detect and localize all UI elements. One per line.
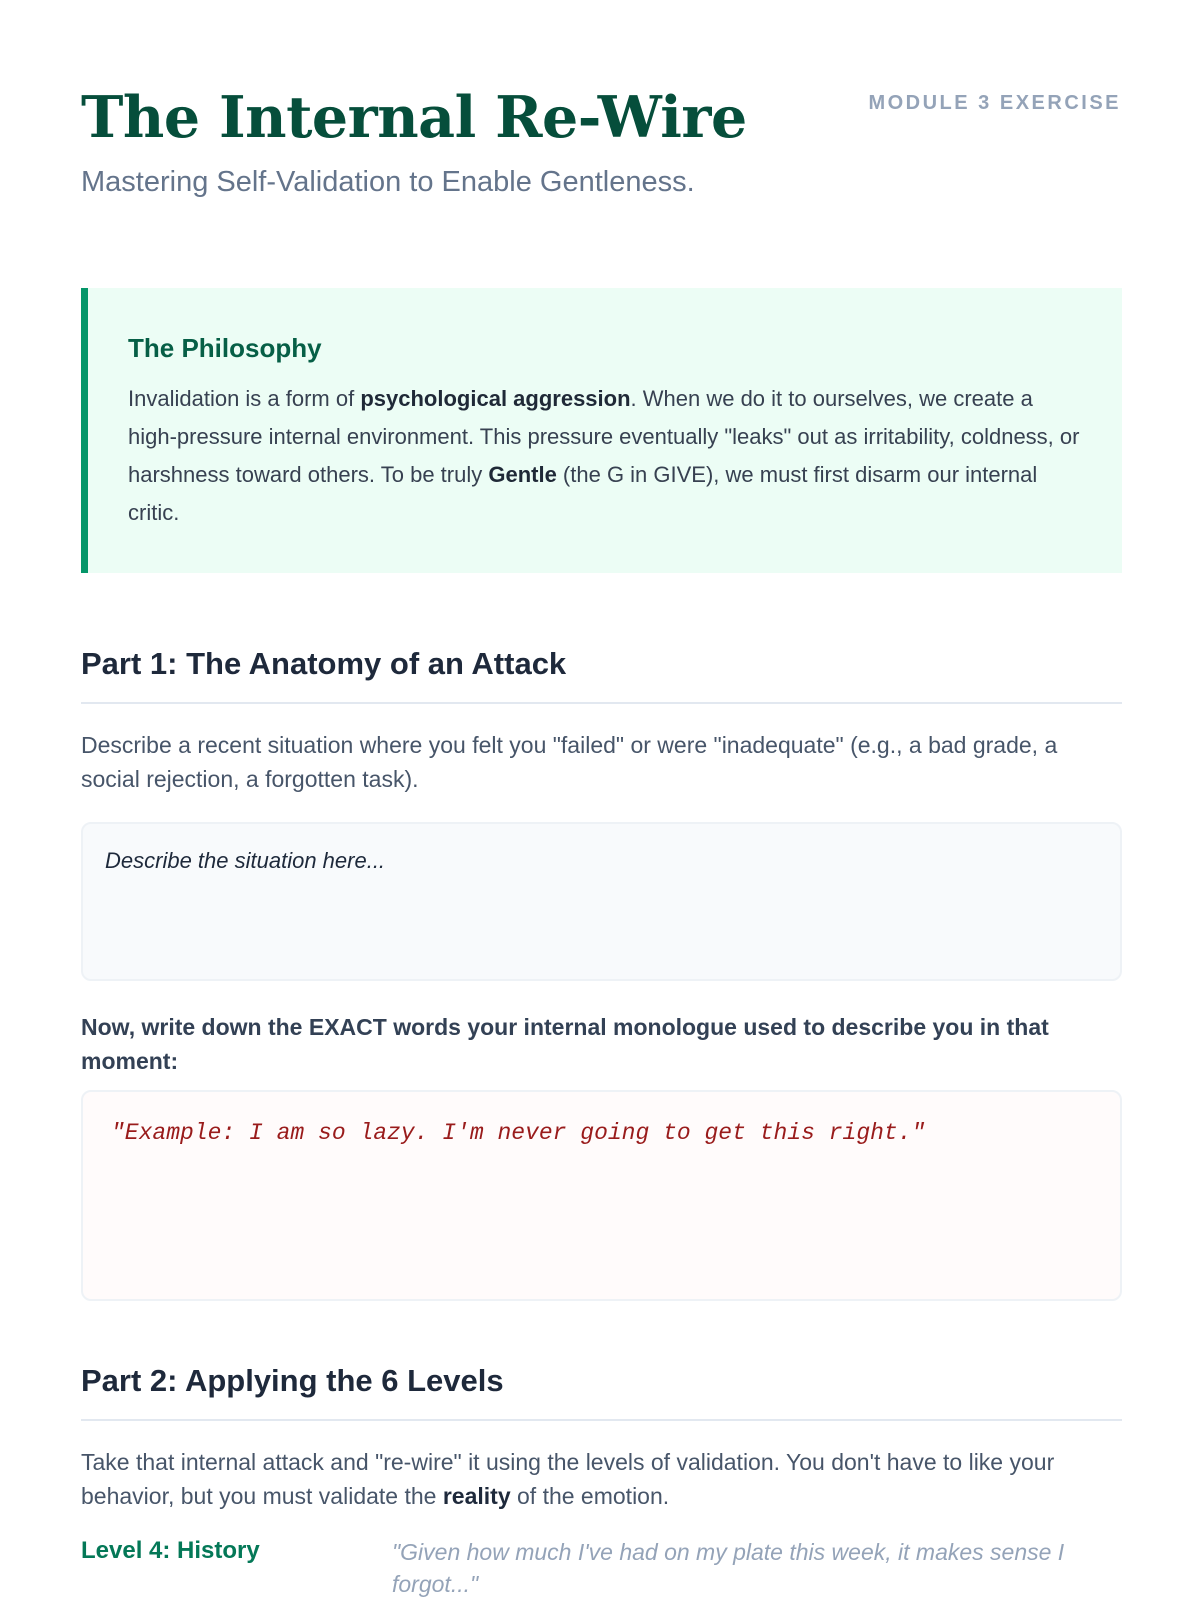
part2-text-part: of the emotion.	[510, 1483, 670, 1509]
level-4-label: Level 4: History	[81, 1537, 260, 1564]
module-tag: MODULE 3 EXERCISE	[868, 92, 1121, 114]
philosophy-heading: The Philosophy	[128, 333, 322, 363]
monologue-input[interactable]: "Example: I am so lazy. I'm never going to get this right."	[81, 1090, 1122, 1301]
philosophy-emphasis: psychological aggression	[360, 386, 631, 411]
philosophy-text	[128, 380, 1082, 532]
situation-input[interactable]: Describe the situation here...	[81, 822, 1122, 981]
page-subtitle: Mastering Self-Validation to Enable Gentleness.	[81, 166, 695, 198]
part2-description	[81, 1445, 1081, 1513]
philosophy-text-part: (the G in GIVE), we must first disarm our internal critic.	[128, 462, 1038, 525]
level-4-input[interactable]: "Given how much I've had on my plate this week, it makes sense I forgot..."	[392, 1536, 1122, 1600]
monologue-prompt: Now, write down the EXACT words your internal monologue used to describe you in that moment:	[81, 1014, 1049, 1074]
part2-emphasis: reality	[442, 1483, 511, 1509]
page-header	[81, 78, 1121, 200]
part2-title: Part 2: Applying the 6 Levels	[81, 1361, 1122, 1421]
part1-title: Part 1: The Anatomy of an Attack	[81, 644, 1122, 704]
philosophy-emphasis: Gentle	[488, 462, 557, 487]
philosophy-text-part: Invalidation is a form of	[128, 386, 361, 411]
part1-description: Describe a recent situation where you felt you "failed" or were "inadequate" (e.g., a bad grade, a social rejection, a forgotten task).	[81, 732, 1058, 792]
page-title: The Internal Re-Wire	[81, 84, 747, 151]
philosophy-text-part: . When we do it to ourselves, we create a high-pressure internal environment. This pressure eventually "leaks" out as irritability, coldness, or harshness toward others. To be truly	[128, 386, 1080, 487]
part2-text-part: Take that internal attack and "re-wire" it using the levels of validation. You don't have to like your behavior, but you must validate the	[81, 1449, 1055, 1509]
philosophy-callout	[81, 288, 1122, 573]
